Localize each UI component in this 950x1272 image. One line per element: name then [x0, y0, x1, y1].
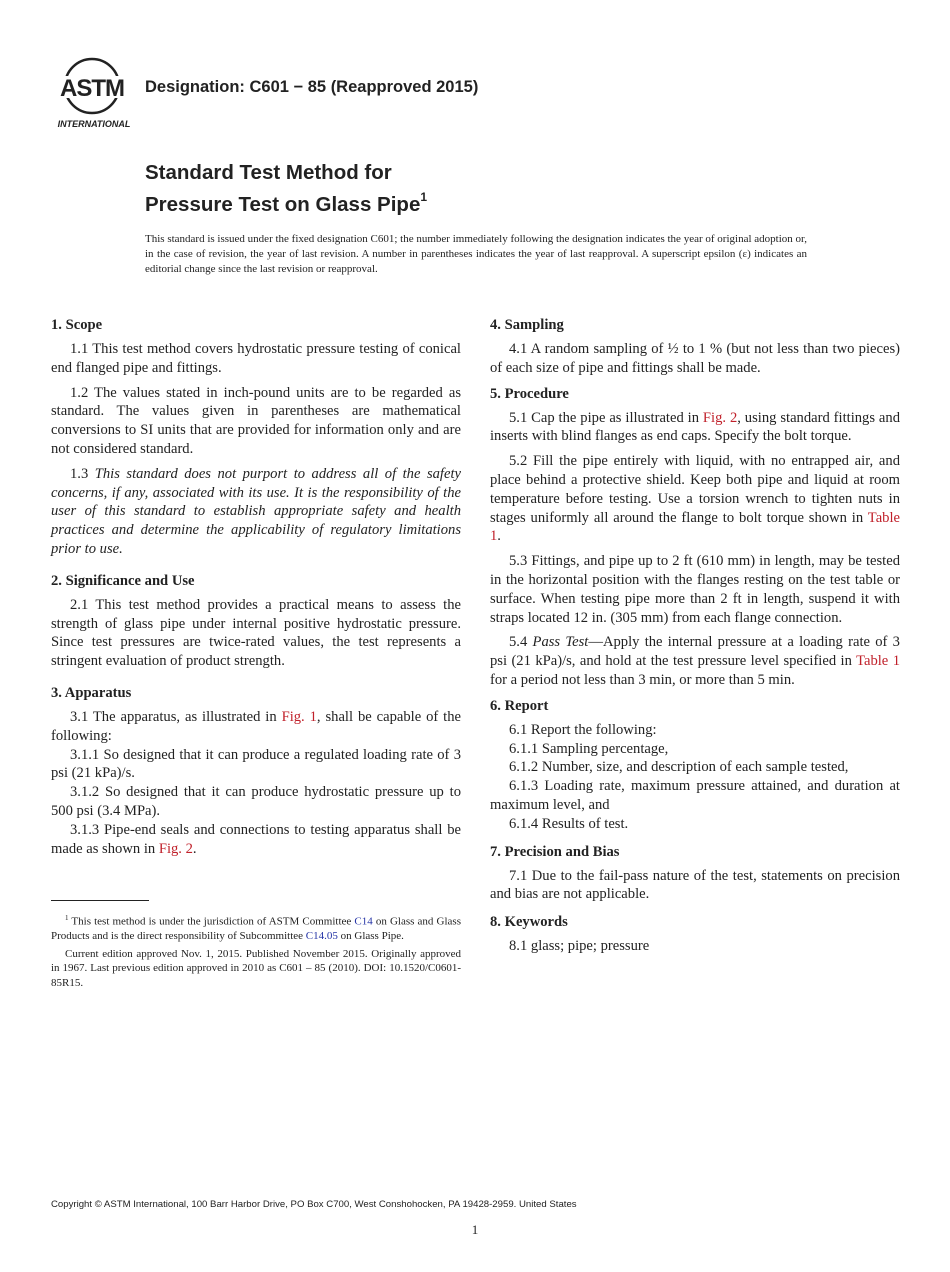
subcommittee-c14-05-link[interactable]: C14.05	[305, 930, 338, 943]
paragraph-6-1-3: 6.1.3 Loading rate, maximum pressure attained, and duration at maximum level, and	[490, 778, 900, 813]
paragraph-1-1: 1.1 This test method covers hydrostatic pressure testing of conical end flanged pipe and fittings.	[51, 341, 461, 376]
section-heading: 2. Significance and Use	[51, 572, 195, 589]
astm-logo	[52, 56, 136, 132]
text-run: .	[192, 840, 197, 857]
section-heading: 6. Report	[490, 697, 549, 714]
text-run: 5.2 Fill the pipe entirely with liquid, with no entrapped air, and place behind a protective shield. Keep both pipe and liquid at room temperature before testing. Use a torsion wrench to tighten nuts in stages uniformly all around the flange to bolt torque shown in	[490, 453, 900, 526]
section-scope	[51, 316, 461, 559]
section-heading: 7. Precision and Bias	[490, 843, 620, 860]
footnote-1	[51, 911, 461, 944]
footnote-edition: Current edition approved Nov. 1, 2015. Published November 2015. Originally approved in 1967. Last previous edition approved in 2010 as C601 – 85 (2010). DOI: 10.1520/C0601-85R15.	[51, 947, 461, 990]
fig-2-link[interactable]: Fig. 2	[158, 840, 193, 857]
right-column	[490, 316, 900, 969]
text-run: on Glass Pipe.	[337, 930, 404, 943]
section-procedure	[490, 385, 900, 690]
text-run: —Apply the internal pressure at a loading rate of 3 psi (21 kPa)/s, and hold at the test pressure level specified in	[490, 634, 900, 670]
title-footnote-mark: 1	[420, 190, 428, 204]
paragraph-number: 1.3	[70, 465, 89, 482]
section-sampling	[490, 316, 900, 378]
section-keywords	[490, 913, 900, 956]
designation: Designation: C601 − 85 (Reapproved 2015)	[145, 78, 479, 96]
text-run: 3.1.3 Pipe-end seals and connections to testing apparatus shall be made as shown in	[51, 821, 461, 857]
text-run: 5.1 Cap the pipe as illustrated in	[509, 409, 703, 426]
page-number: 1	[471, 1222, 479, 1237]
logo-subtext: INTERNATIONAL	[57, 119, 131, 129]
paragraph-4-1: 4.1 A random sampling of ½ to 1 % (but not less than two pieces) of each size of pipe and fittings shall be made.	[490, 341, 900, 376]
paragraph-5-2	[490, 452, 900, 546]
section-apparatus	[51, 684, 461, 858]
footnote-mark: 1	[65, 914, 69, 922]
title-line-1: Standard Test Method for	[145, 161, 392, 184]
text-run: , using standard fittings and inserts with blind flanges as end caps. Specify the bolt torque.	[490, 409, 901, 445]
text-run: This test method is under the jurisdiction of ASTM Committee	[68, 915, 355, 928]
paragraph-3-1	[51, 708, 461, 746]
paragraph-6-1-1: 6.1.1 Sampling percentage,	[509, 740, 669, 757]
section-report	[490, 697, 900, 834]
paragraph-6-1-2: 6.1.2 Number, size, and description of each sample tested,	[509, 759, 849, 776]
safety-caveat: This standard does not purport to address all of the safety concerns, if any, associated with its use. It is the responsibility of the user of this standard to establish appropriate safety and health practices and determine the applicability of regulatory limitations prior to use.	[51, 465, 461, 557]
paragraph-5-1	[490, 409, 900, 447]
paragraph-5-4	[490, 633, 900, 689]
paragraph-5-3: 5.3 Fittings, and pipe up to 2 ft (610 mm) in length, may be tested in the horizontal position with the flanges resting on the test table or surface. When testing pipe more than 2 ft in length, suspend it with straps located 12 in. (305 mm) from each flange connection.	[490, 553, 900, 626]
table-1-link[interactable]: Table 1	[856, 653, 900, 670]
issued-note: This standard is issued under the fixed designation C601; the number immediately following the designation indicates the year of original adoption or, in the case of revision, the year of last revision. A number in parentheses indicates the year of last reapproval. A superscript epsilon (ε) indicates an editorial change since the last revision or reapproval.	[145, 233, 807, 275]
footnote-divider	[51, 900, 149, 901]
astm-logo-icon	[52, 56, 136, 132]
paragraph-3-1-3	[51, 821, 461, 859]
paragraph-8-1: 8.1 glass; pipe; pressure	[509, 938, 650, 955]
title-line-2-text: Pressure Test on Glass Pipe	[145, 192, 421, 216]
table-1-link[interactable]: Table 1	[490, 509, 900, 545]
fig-1-link[interactable]: Fig. 1	[281, 708, 317, 725]
title-line-2	[145, 186, 427, 218]
text-run: .	[497, 528, 501, 545]
paragraph-7-1: 7.1 Due to the fail-pass nature of the test, statements on precision and bias are not applicable.	[490, 867, 900, 903]
pass-test-term: Pass Test	[532, 634, 589, 651]
paragraph-6-1: 6.1 Report the following:	[509, 721, 657, 738]
paragraph-number: 5.4	[509, 634, 528, 651]
text-run: on Glass and Glass Products and is the direct responsibility of Subcommittee	[51, 915, 461, 943]
paragraph-1-3	[51, 465, 461, 559]
section-heading: 5. Procedure	[490, 385, 569, 402]
paragraph-1-2: 1.2 The values stated in inch-pound units are to be regarded as standard. The values given in parentheses are mathematical conversions to SI units that are provided for information only and are not considered standard.	[51, 384, 461, 457]
section-heading: 4. Sampling	[490, 317, 564, 333]
paragraph-6-1-4: 6.1.4 Results of test.	[509, 815, 629, 832]
text-run: 3.1 The apparatus, as illustrated in	[70, 708, 282, 725]
section-heading: 3. Apparatus	[51, 684, 132, 701]
section-significance	[51, 572, 461, 671]
text-run: for a period not less than 3 min, or more than 5 min.	[490, 671, 795, 688]
paragraph-2-1: 2.1 This test method provides a practical means to assess the strength of glass pipe under internal positive hydrostatic pressure. Since test pressures are twice-rated values, the test represents a stringent evaluation of product strength.	[51, 596, 461, 670]
left-column	[51, 316, 461, 871]
committee-c14-link[interactable]: C14	[354, 915, 373, 928]
section-precision	[490, 843, 900, 905]
section-heading: 8. Keywords	[490, 914, 568, 931]
paragraph-3-1-1: 3.1.1 So designed that it can produce a regulated loading rate of 3 psi (21 kPa)/s.	[51, 746, 461, 782]
fig-2-link[interactable]: Fig. 2	[702, 409, 738, 426]
section-heading: 1. Scope	[51, 317, 103, 333]
logo-text: ASTM	[60, 75, 124, 102]
paragraph-3-1-2: 3.1.2 So designed that it can produce hydrostatic pressure up to 500 psi (3.4 MPa).	[51, 784, 461, 819]
copyright-notice: Copyright © ASTM International, 100 Barr Harbor Drive, PO Box C700, West Conshohocken, PA 19428-2959. United States	[51, 1199, 577, 1210]
document-title	[145, 160, 427, 218]
text-run: , shall be capable of the following:	[51, 708, 461, 744]
footnotes	[51, 911, 461, 994]
